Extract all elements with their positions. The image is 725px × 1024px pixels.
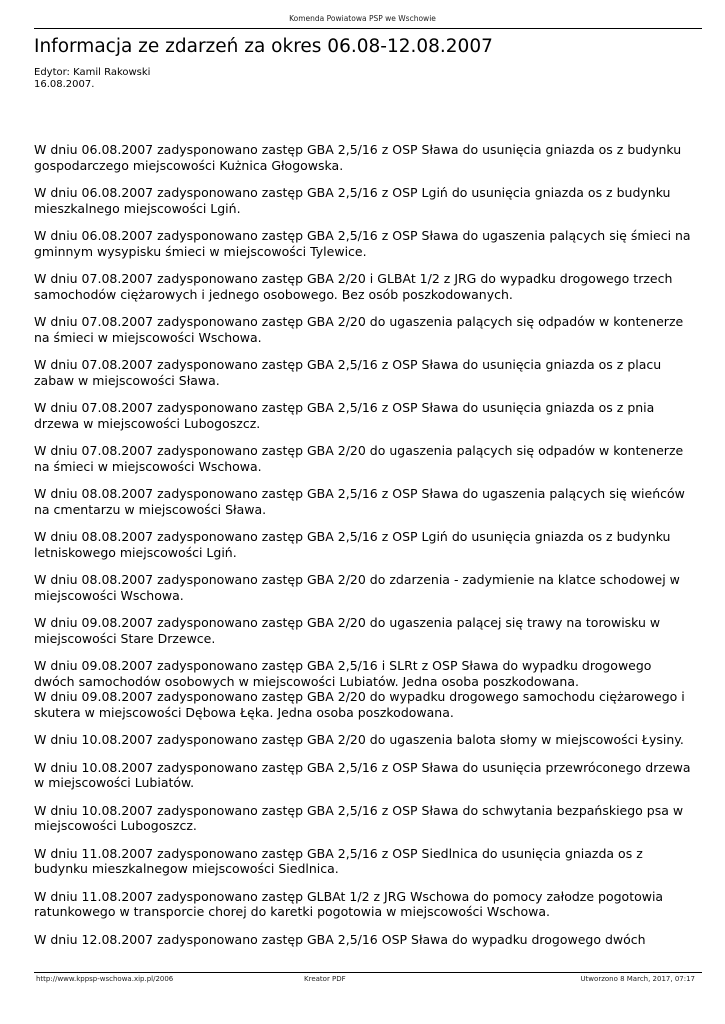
footer-url: http://www.kppsp-wschowa.xip.pl/2006 xyxy=(36,975,174,983)
incident-entry: W dniu 07.08.2007 zadysponowano zastęp GBA 2/20 do ugaszenia palących się odpadów w kontenerze na śmieci w miejscowości Wschowa. xyxy=(34,314,684,345)
incident-entry: W dniu 07.08.2007 zadysponowano zastęp GBA 2/20 do ugaszenia palących się odpadów w kontenerze na śmieci w miejscowości Wschowa. xyxy=(34,443,684,474)
document-date: 16.08.2007. xyxy=(34,79,95,90)
incident-entry: W dniu 10.08.2007 zadysponowano zastęp GBA 2,5/16 z OSP Sława do schwytania bezpańskiego psa w miejscowości Lubogoszcz. xyxy=(34,802,684,833)
editor-line: Edytor: Kamil Rakowski xyxy=(34,67,151,78)
incident-entry: W dniu 09.08.2007 zadysponowano zastęp GBA 2,5/16 i SLRt z OSP Sława do wypadku drogowego dwóch samochodów osobowych w miejscowości Lubiatów. Jedna osoba poszkodowana. xyxy=(34,658,652,689)
header-divider xyxy=(34,28,702,29)
incident-entry: W dniu 08.08.2007 zadysponowano zastęp GBA 2,5/16 z OSP Lgiń do usunięcia gniazda os z budynku letniskowego miejscowości Lgiń. xyxy=(34,529,671,560)
footer-generator: Kreator PDF xyxy=(304,975,346,983)
incident-entry: W dniu 11.08.2007 zadysponowano zastęp GLBAt 1/2 z JRG Wschowa do pomocy załodze pogotowia ratunkowego w transporcie chorej do karetki pogotowia w miejscowości Wschowa. xyxy=(34,888,664,919)
incident-entry: W dniu 09.08.2007 zadysponowano zastęp GBA 2/20 do wypadku drogowego samochodu ciężarowego i skutera w miejscowości Dębowa Łęka. Jedna osoba poszkodowana. xyxy=(34,689,685,720)
incident-entry: W dniu 12.08.2007 zadysponowano zastęp GBA 2,5/16 OSP Sława do wypadku drogowego dwóch xyxy=(34,931,646,947)
incident-entry: W dniu 06.08.2007 zadysponowano zastęp GBA 2,5/16 z OSP Lgiń do usunięcia gniazda os z budynku mieszkalnego miejscowości Lgiń. xyxy=(34,185,671,216)
incident-entry: W dniu 07.08.2007 zadysponowano zastęp GBA 2,5/16 z OSP Sława do usunięcia gniazda os z placu zabaw w miejscowości Sława. xyxy=(34,357,662,388)
page-title: Informacja ze zdarzeń za okres 06.08-12.08.2007 xyxy=(34,36,493,57)
incident-entry: W dniu 10.08.2007 zadysponowano zastęp GBA 2,5/16 z OSP Sława do usunięcia przewróconego drzewa w miejscowości Lubiatów. xyxy=(34,759,691,790)
incident-entry: W dniu 07.08.2007 zadysponowano zastęp GBA 2,5/16 z OSP Sława do usunięcia gniazda os z pnia drzewa w miejscowości Lubogoszcz. xyxy=(34,400,655,431)
incident-entry: W dniu 06.08.2007 zadysponowano zastęp GBA 2,5/16 z OSP Sława do usunięcia gniazda os z budynku gospodarczego miejscowości Kużnica Głogowska. xyxy=(34,142,682,173)
incident-entry: W dniu 11.08.2007 zadysponowano zastęp GBA 2,5/16 z OSP Siedlnica do usunięcia gniazda os z budynku mieszkalnegow miejscowości Siedlnica. xyxy=(34,845,643,876)
incident-entry: W dniu 10.08.2007 zadysponowano zastęp GBA 2/20 do ugaszenia balota słomy w miejscowości Łysiny. xyxy=(34,732,684,747)
page-header: Komenda Powiatowa PSP we Wschowie xyxy=(289,14,436,23)
incident-entry: W dniu 06.08.2007 zadysponowano zastęp GBA 2,5/16 z OSP Sława do ugaszenia palących się śmieci na gminnym wysypisku śmieci w miejscowości Tylewice. xyxy=(34,228,691,259)
incident-entry: W dniu 08.08.2007 zadysponowano zastęp GBA 2/20 do zdarzenia - zadymienie na klatce schodowej w miejscowości Wschowa. xyxy=(34,572,680,603)
incident-entry: W dniu 09.08.2007 zadysponowano zastęp GBA 2/20 do ugaszenia palącej się trawy na torowisku w miejscowości Stare Drzewce. xyxy=(34,615,661,646)
footer-created: Utworzono 8 March, 2017, 07:17 xyxy=(580,975,695,983)
incident-entry: W dniu 08.08.2007 zadysponowano zastęp GBA 2,5/16 z OSP Sława do ugaszenia palących się wieńców na cmentarzu w miejscowości Sława. xyxy=(34,486,685,517)
incident-entry: W dniu 07.08.2007 zadysponowano zastęp GBA 2/20 i GLBAt 1/2 z JRG do wypadku drogowego trzech samochodów ciężarowych i jednego osobowego. Bez osób poszkodowanych. xyxy=(34,271,673,302)
incident-list xyxy=(34,142,706,959)
document-meta xyxy=(34,67,150,91)
footer-divider xyxy=(34,972,702,973)
